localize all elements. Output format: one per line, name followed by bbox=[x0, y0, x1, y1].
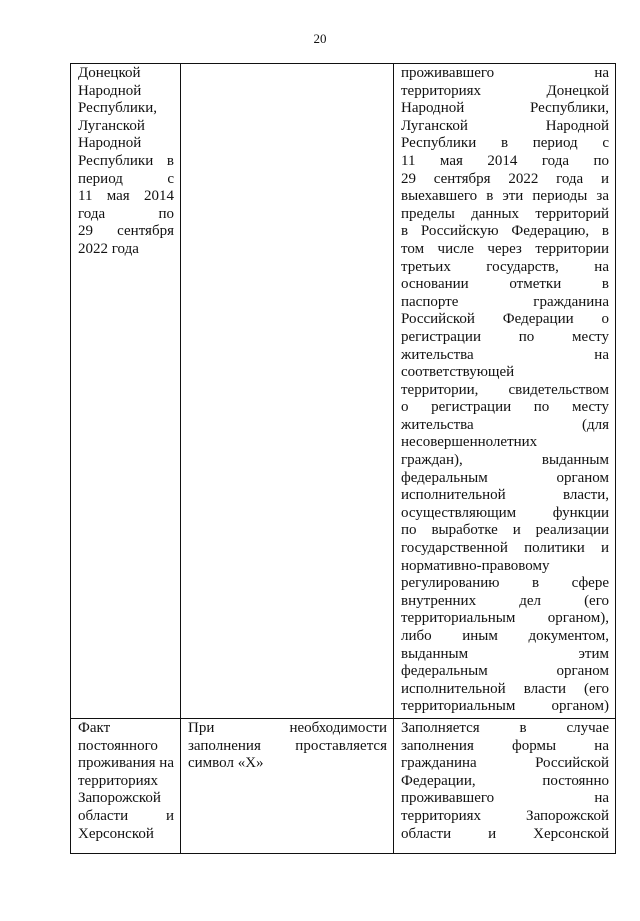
text-line: регистрации по месту bbox=[401, 328, 609, 345]
cell-fill-rule bbox=[181, 64, 394, 719]
text-line: о регистрации по месту bbox=[401, 399, 609, 416]
text-line: Донецкой bbox=[78, 65, 141, 81]
text-line: соответствующей bbox=[401, 364, 515, 381]
text-line: период с bbox=[78, 170, 174, 187]
text-line: 11 мая 2014 bbox=[78, 188, 174, 205]
text-line: территориальным органом), bbox=[401, 610, 609, 627]
text-line: проживавшего на bbox=[401, 790, 609, 807]
text-line: Республики, bbox=[78, 100, 157, 117]
text-line: 29 сентября bbox=[78, 223, 174, 240]
text-line: гражданина Российской bbox=[401, 755, 609, 772]
text-line: Народной bbox=[78, 82, 142, 99]
text-line: несовершеннолетних bbox=[401, 434, 538, 451]
text-line: постоянного bbox=[78, 737, 158, 754]
text-line: жительства (для bbox=[401, 416, 609, 433]
text-line: территориальным органом) bbox=[401, 698, 609, 715]
text-line: в Российскую Федерацию, в bbox=[401, 223, 609, 240]
text-line: символ «X» bbox=[188, 755, 264, 772]
text-line: государственной политики и bbox=[401, 540, 609, 557]
text-line: Факт bbox=[78, 719, 111, 736]
text-line: При необходимости bbox=[188, 719, 387, 736]
table-row bbox=[71, 64, 616, 719]
text-line: третьих государств, на bbox=[401, 258, 609, 275]
text-line: территориях Донецкой bbox=[401, 82, 609, 99]
text-line: осуществляющим функции bbox=[401, 504, 609, 521]
text-line: пределы данных территорий bbox=[401, 205, 609, 222]
cell-field-name bbox=[71, 718, 181, 853]
text-line: области и Херсонской bbox=[401, 825, 609, 842]
text-line: проживавшего на bbox=[401, 65, 609, 81]
text-line: 2022 года bbox=[78, 240, 139, 257]
text-line: исполнительной власти, bbox=[401, 487, 609, 504]
text-line: либо иным документом, bbox=[401, 628, 609, 644]
text-line: заполнения формы на bbox=[401, 737, 609, 754]
text-line: Народной Республики, bbox=[401, 100, 609, 117]
text-line: исполнительной власти (его bbox=[401, 680, 609, 697]
text-line: 11 мая 2014 года по bbox=[401, 152, 609, 169]
text-line: паспорте гражданина bbox=[401, 293, 609, 310]
cell-field-name bbox=[71, 64, 181, 719]
text-line: жительства на bbox=[401, 346, 609, 363]
text-line: Луганской Народной bbox=[401, 117, 609, 134]
text-line: выехавшего в эти периоды за bbox=[401, 188, 609, 205]
text-line: Федерации, постоянно bbox=[401, 772, 609, 789]
text-line: Херсонской bbox=[78, 825, 154, 842]
text-line: Республики в bbox=[78, 152, 174, 169]
cell-description bbox=[394, 718, 616, 853]
text-line: регулированию в сфере bbox=[401, 575, 609, 592]
text-line: Российской Федерации о bbox=[401, 311, 609, 328]
cell-fill-rule bbox=[181, 718, 394, 853]
text-line: заполнения проставляется bbox=[188, 737, 387, 754]
document-table bbox=[70, 63, 616, 854]
text-line: граждан), выданным bbox=[401, 452, 609, 469]
text-line: том числе через территории bbox=[401, 240, 609, 257]
text-line: федеральным органом bbox=[401, 663, 609, 680]
text-line: Республики в период с bbox=[401, 135, 609, 152]
text-line: территории, свидетельством bbox=[401, 381, 609, 398]
text-line: нормативно-правовому bbox=[401, 557, 550, 574]
text-line: Луганской bbox=[78, 117, 145, 134]
text-line: федеральным органом bbox=[401, 469, 609, 486]
text-line: по выработке и реализации bbox=[401, 522, 609, 539]
table-row bbox=[71, 718, 616, 853]
text-line: года по bbox=[78, 205, 174, 222]
text-line: Запорожской bbox=[78, 790, 161, 807]
text-line: Заполняется в случае bbox=[401, 719, 609, 736]
text-line: внутренних дел (его bbox=[401, 592, 609, 609]
text-line: Народной bbox=[78, 135, 142, 152]
text-line: основании отметки в bbox=[401, 276, 609, 293]
cell-description bbox=[394, 64, 616, 719]
text-line: территориях bbox=[78, 772, 159, 789]
text-line: территориях Запорожской bbox=[401, 807, 609, 824]
text-line: области и bbox=[78, 807, 174, 824]
page-number: 20 bbox=[313, 31, 327, 46]
text-line: проживания на bbox=[78, 755, 174, 772]
text-line: 29 сентября 2022 года и bbox=[401, 170, 609, 187]
text-line: выданным этим bbox=[401, 645, 609, 662]
